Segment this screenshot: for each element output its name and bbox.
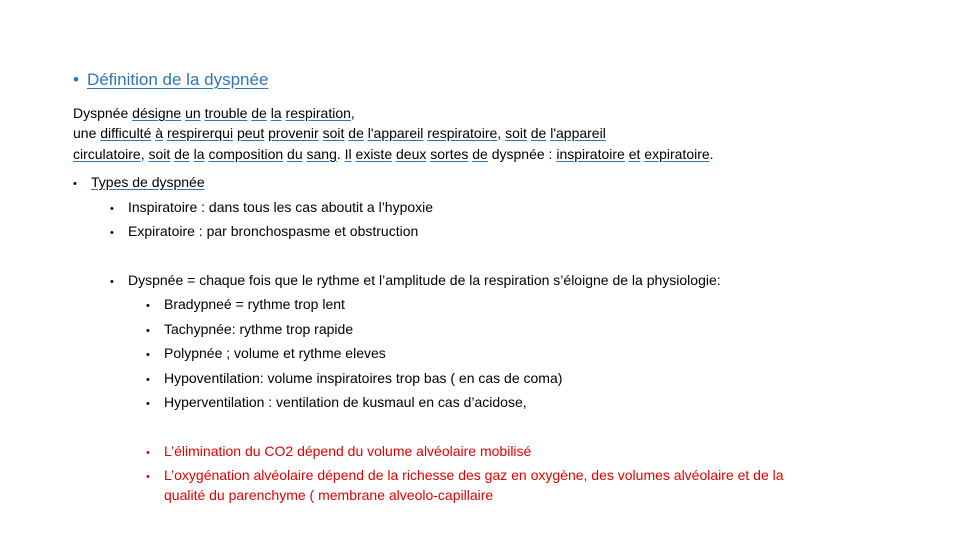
definition-line-2 [73, 125, 606, 141]
underlined-word: Il [344, 146, 352, 162]
section-heading [73, 70, 268, 90]
underlined-word: soit [322, 125, 345, 141]
bullet-icon: • [73, 70, 79, 89]
underlined-word: respiration [285, 105, 351, 121]
text-segment: , [140, 146, 149, 162]
list-item-text: Expiratoire : par bronchospasme et obstruction [128, 223, 419, 239]
bullet-icon: • [110, 276, 114, 288]
types-title: Types de dyspnée [91, 174, 205, 190]
underlined-word: et [628, 146, 641, 162]
text-segment: . [709, 146, 714, 162]
underlined-word: existe [355, 146, 393, 162]
text-segment: une [73, 125, 101, 141]
bullet-icon: • [146, 300, 150, 312]
definition-line-1 [73, 105, 355, 121]
text-segment: Dyspnée [73, 105, 133, 121]
bullet-icon: • [146, 398, 150, 410]
definition-line-3 [73, 146, 714, 162]
list-item-text: Hypoventilation: volume inspiratoires trop bas ( en cas de coma) [164, 370, 563, 386]
underlined-word: la [193, 146, 205, 162]
dyspnee-definition [110, 272, 721, 288]
underlined-word: sang [306, 146, 337, 162]
bullet-icon: • [146, 374, 150, 386]
list-item [110, 223, 418, 239]
bullet-icon: • [146, 471, 150, 483]
underlined-word: de [174, 146, 190, 162]
underlined-word: un [185, 105, 201, 121]
underlined-word: trouble [204, 105, 248, 121]
bullet-icon: • [110, 203, 114, 215]
underlined-word: de [251, 105, 267, 121]
underlined-word: circulatoire [73, 146, 141, 162]
note-text: L’oxygénation alvéolaire dépend de la richesse des gaz en oxygène, des volumes alvéolaire et de la [164, 467, 784, 483]
underlined-word: deux [396, 146, 427, 162]
list-item [146, 370, 562, 386]
underlined-word: provenir [268, 125, 319, 141]
underlined-word: de [348, 125, 364, 141]
note-continuation: qualité du parenchyme ( membrane alveolo-capillaire [164, 487, 494, 503]
underlined-word: désigne [132, 105, 182, 121]
text-segment: . [336, 146, 345, 162]
underlined-word: l'appareil [367, 125, 424, 141]
bullet-icon: • [146, 447, 150, 459]
underlined-word: soit [148, 146, 171, 162]
dyspnee-definition-text: Dyspnée = chaque fois que le rythme et l’amplitude de la respiration s’éloigne de la physiologie: [128, 272, 721, 288]
list-item [146, 321, 353, 337]
list-item [146, 296, 345, 312]
underlined-word: peut [236, 125, 265, 141]
underlined-word: composition [208, 146, 284, 162]
note-item [146, 467, 784, 483]
underlined-word: de [472, 146, 488, 162]
list-item-text: Inspiratoire : dans tous les cas aboutit a l’hypoxie [128, 199, 434, 215]
list-item [146, 394, 527, 410]
bullet-icon: • [110, 227, 114, 239]
bullet-icon: • [146, 349, 150, 361]
underlined-word: expiratoire [644, 146, 710, 162]
underlined-word: du [287, 146, 303, 162]
list-item-text: Hyperventilation : ventilation de kusmaul en cas d’acidose, [164, 394, 527, 410]
text-segment: , [350, 105, 355, 121]
types-heading [73, 174, 205, 190]
underlined-word: sortes [430, 146, 469, 162]
heading-title: Définition de la dyspnée [86, 70, 269, 89]
underlined-word: la [270, 105, 282, 121]
text-segment: dyspnée : [487, 146, 557, 162]
note-item [146, 443, 531, 459]
underlined-word: soit [505, 125, 527, 141]
underlined-word: inspiratoire [556, 146, 625, 162]
list-item-text: Tachypnée: rythme trop rapide [164, 321, 354, 337]
underlined-word: l'appareil [550, 125, 606, 141]
list-item-text: Bradypneé = rythme trop lent [164, 296, 345, 312]
bullet-icon: • [73, 178, 77, 190]
list-item [110, 199, 433, 215]
underlined-word: de [530, 125, 547, 141]
list-item-text: Polypnée ; volume et rythme eleves [164, 345, 386, 361]
text-segment: , [497, 125, 506, 141]
underlined-word: à [155, 125, 164, 141]
note-text: L’élimination du CO2 dépend du volume alvéolaire mobilisé [164, 443, 532, 459]
underlined-word: difficulté [100, 125, 152, 141]
underlined-word: respiratoire [427, 125, 498, 141]
bullet-icon: • [146, 325, 150, 337]
underlined-word: respirerqui [166, 125, 234, 141]
list-item [146, 345, 386, 361]
